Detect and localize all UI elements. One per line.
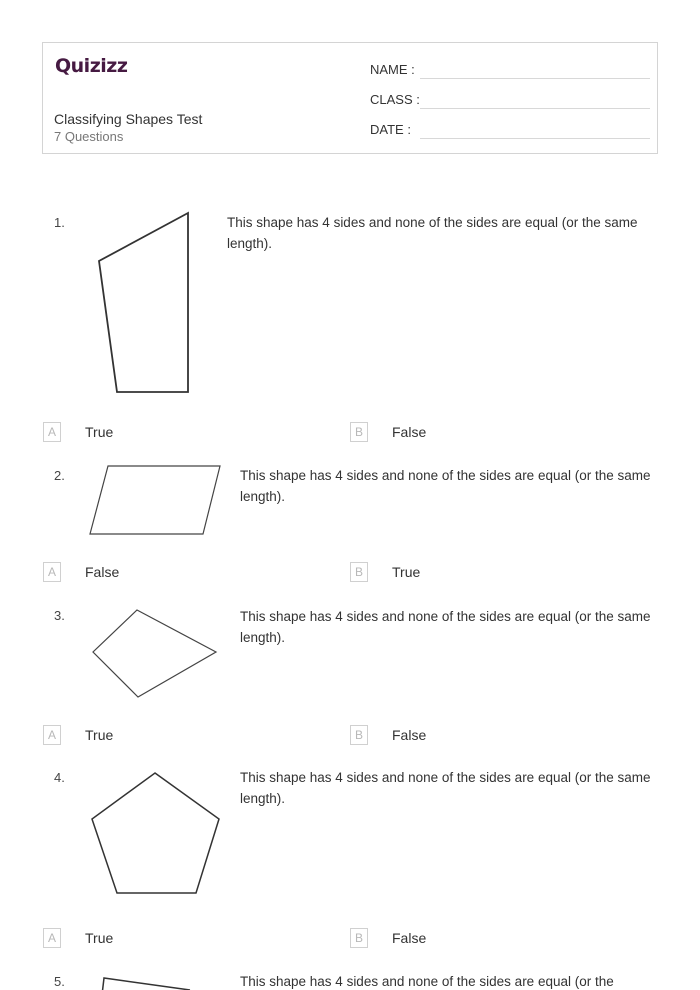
question-number: 2. xyxy=(54,468,65,483)
option-letter: A xyxy=(43,928,61,948)
question-text: This shape has 4 sides and none of the sides are equal (or the xyxy=(240,974,614,989)
option-letter: B xyxy=(350,562,368,582)
option-letter: B xyxy=(350,422,368,442)
question-text: This shape has 4 sides and none of the sides are equal (or the same length). xyxy=(227,215,638,251)
option-text: False xyxy=(392,424,427,440)
question-text: This shape has 4 sides and none of the sides are equal (or the same length). xyxy=(240,609,651,645)
option-letter: B xyxy=(350,725,368,745)
class-label: CLASS : xyxy=(370,92,420,107)
option-letter: B xyxy=(350,928,368,948)
name-label: NAME : xyxy=(370,62,415,77)
option-letter: A xyxy=(43,422,61,442)
quizizz-logo: Quizizz xyxy=(55,55,128,77)
quiz-title: Classifying Shapes Test xyxy=(54,111,203,127)
question-text: This shape has 4 sides and none of the sides are equal (or the same length). xyxy=(240,770,651,806)
option-text: True xyxy=(85,424,114,440)
option-letter: A xyxy=(43,725,61,745)
option-text: False xyxy=(85,564,120,580)
question-number: 3. xyxy=(54,608,65,623)
question-text: This shape has 4 sides and none of the sides are equal (or the same length). xyxy=(240,468,651,504)
option-text: False xyxy=(392,727,427,743)
option-text: True xyxy=(392,564,421,580)
question-count: 7 Questions xyxy=(54,129,124,144)
date-label: DATE : xyxy=(370,122,411,137)
option-text: False xyxy=(392,930,427,946)
option-text: True xyxy=(85,727,114,743)
question-number: 1. xyxy=(54,215,65,230)
question-number: 4. xyxy=(54,770,65,785)
option-letter: A xyxy=(43,562,61,582)
question-number: 5. xyxy=(54,974,65,989)
option-text: True xyxy=(85,930,114,946)
